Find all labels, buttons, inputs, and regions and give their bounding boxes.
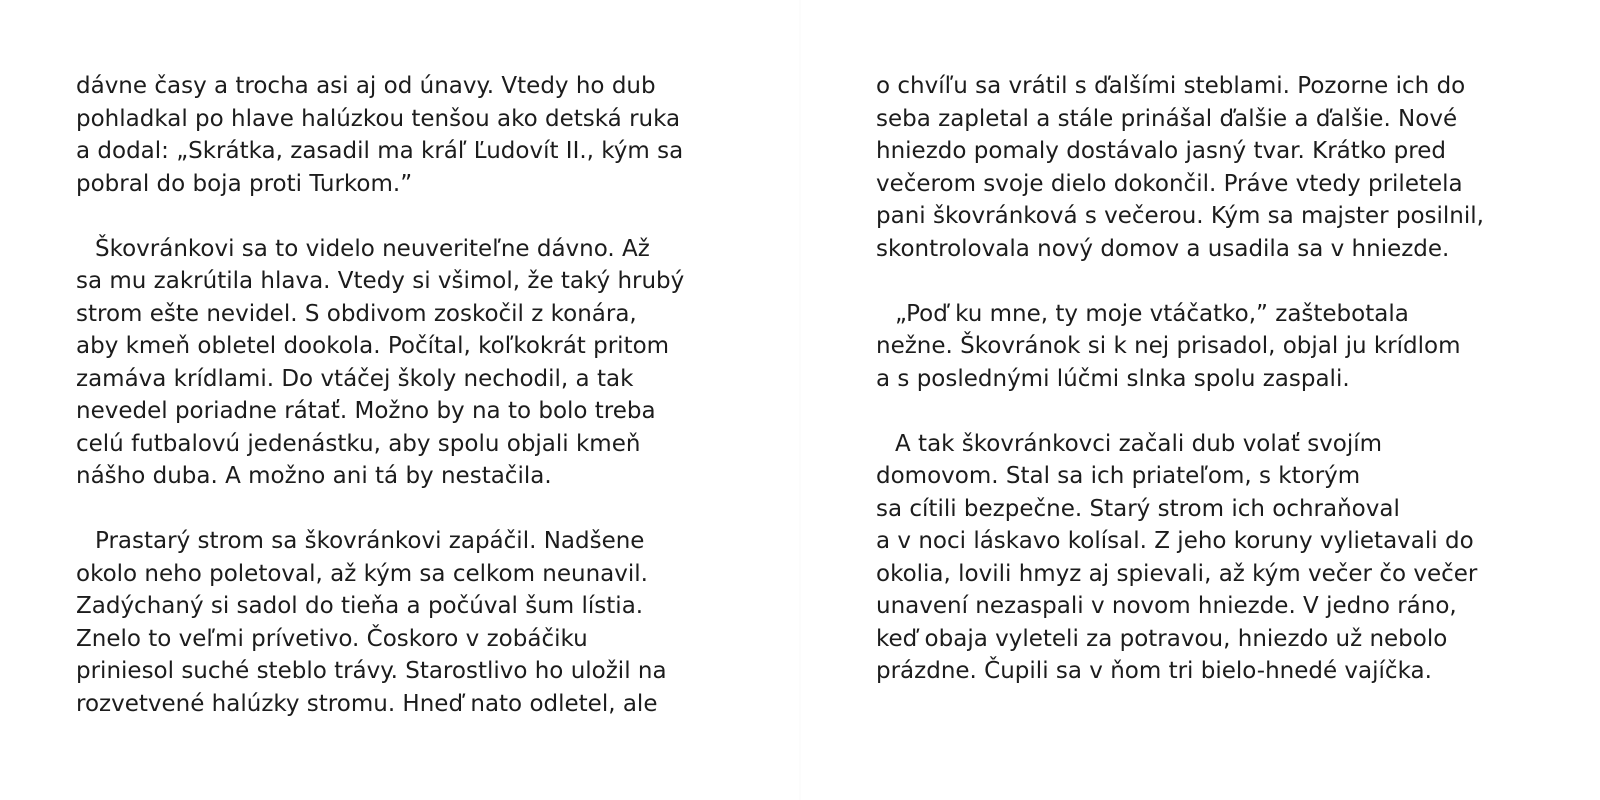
paragraph (76, 525, 716, 720)
paragraph (76, 233, 716, 493)
text-line: Škovránkovi sa to videlo neuveriteľne dávno. Až (95, 235, 650, 262)
text-line: večerom svoje dielo dokončil. Práve vtedy priletela (876, 170, 1463, 197)
text-line: a v noci láskavo kolísal. Z jeho koruny vylietavali do (876, 528, 1474, 554)
left-page (76, 70, 716, 753)
text-line: dávne časy a trocha asi aj od únavy. Vtedy ho dub (76, 73, 656, 99)
text-line: sa mu zakrútila hlava. Vtedy si všimol, že taký hrubý (76, 268, 685, 294)
text-line: a dodal: „Skrátka, zasadil ma kráľ Ľudovít II., kým sa (76, 138, 684, 164)
text-line: okolo neho poletoval, až kým sa celkom neunavil. (76, 560, 648, 587)
text-line: seba zapletal a stále prinášal ďalšie a ďalšie. Nové (876, 105, 1458, 132)
text-line: pobral do boja proti Turkom.” (76, 170, 413, 197)
text-line: nevedel poriadne rátať. Možno by na to bolo treba (76, 398, 656, 424)
text-line: Znelo to veľmi prívetivo. Čoskoro v zobáčiku (76, 625, 588, 652)
text-line: priniesol suché steblo trávy. Starostlivo ho uložil na (76, 658, 667, 684)
text-line: aby kmeň obletel dookola. Počítal, koľkokrát pritom (76, 333, 670, 359)
text-line: a s poslednými lúčmi slnka spolu zaspali. (876, 365, 1350, 392)
text-line: zamáva krídlami. Do vtáčej školy nechodil, a tak (76, 365, 634, 392)
right-page (876, 70, 1516, 720)
text-line: pohladkal po hlave halúzkou tenšou ako detská ruka (76, 105, 681, 132)
text-line: pani škovránková s večerou. Kým sa majster posilnil, (876, 203, 1484, 229)
text-line: sa cítili bezpečne. Starý strom ich ochraňoval (876, 495, 1400, 522)
text-line: nášho duba. A možno ani tá by nestačila. (76, 463, 552, 489)
text-line: Prastarý strom sa škovránkovi zapáčil. Nadšene (95, 528, 645, 554)
text-line: skontrolovala nový domov a usadila sa v hniezde. (876, 235, 1450, 262)
text-line: hniezdo pomaly dostávalo jasný tvar. Krátko pred (876, 138, 1446, 164)
text-line: celú futbalovú jedenástku, aby spolu objali kmeň (76, 430, 641, 457)
text-line: strom ešte nevidel. S obdivom zoskočil z konára, (76, 300, 637, 327)
text-line: keď obaja vyleteli za potravou, hniezdo už nebolo (876, 625, 1448, 652)
text-line: nežne. Škovránok si k nej prisadol, objal ju krídlom (876, 333, 1461, 359)
text-line: „Poď ku mne, ty moje vtáčatko,” zaštebotala (895, 300, 1409, 327)
page-gutter (799, 0, 801, 800)
paragraph (876, 298, 1516, 396)
text-line: A tak škovránkovci začali dub volať svojím (895, 430, 1383, 457)
text-line: rozvetvené halúzky stromu. Hneď nato odletel, ale (76, 690, 658, 717)
text-line: okolia, lovili hmyz aj spievali, až kým večer čo večer (876, 560, 1478, 587)
text-line: prázdne. Čupili sa v ňom tri bielo-hnedé vajíčka. (876, 658, 1432, 684)
text-line: o chvíľu sa vrátil s ďalšími steblami. Pozorne ich do (876, 73, 1466, 99)
paragraph (76, 70, 716, 200)
text-line: domovom. Stal sa ich priateľom, s ktorým (876, 463, 1361, 489)
text-line: Zadýchaný si sadol do tieňa a počúval šum lístia. (76, 593, 644, 619)
text-line: unavení nezaspali v novom hniezde. V jedno ráno, (876, 593, 1457, 619)
paragraph (876, 428, 1516, 688)
paragraph (876, 70, 1516, 265)
